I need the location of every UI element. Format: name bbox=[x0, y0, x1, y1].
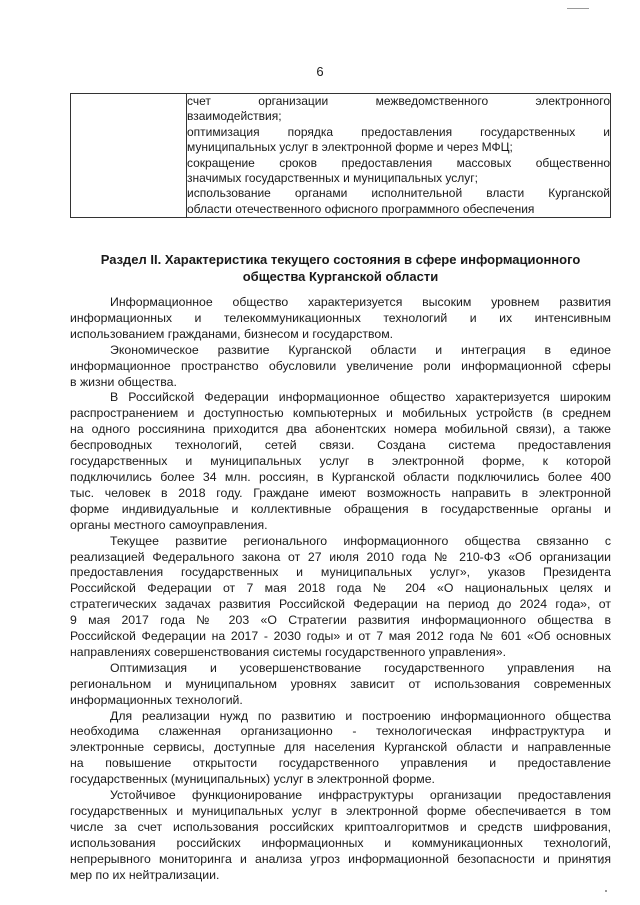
paragraph bbox=[70, 295, 611, 343]
paragraph bbox=[70, 534, 611, 661]
paragraph-line: 9 мая 2017 года № 203 «О Стратегии развития информационного общества в bbox=[70, 613, 611, 628]
paragraph-line: распространением и доступностью компьютерных и мобильных устройств (в среднем bbox=[70, 406, 611, 421]
paragraph-line: электронные сервисы, доступные для населения Курганской области и направленные bbox=[70, 740, 611, 755]
paragraph-line: использования российских информационных и коммуникационных технологий, bbox=[70, 835, 611, 850]
table-text-line: муниципальных услуг в электронной форме и через МФЦ; bbox=[187, 140, 513, 155]
section-title bbox=[70, 251, 611, 285]
paragraph-line: государственных и муниципальных услуг в электронной форме, к которой bbox=[70, 454, 611, 469]
table-cell-empty bbox=[71, 94, 187, 218]
table-row bbox=[71, 94, 611, 218]
scan-artifact bbox=[567, 8, 589, 9]
paragraph-line: В Российской Федерации информационное общество характеризуется широким bbox=[110, 390, 611, 405]
paragraph-line: Экономическое развитие Курганской области и интеграция в единое bbox=[110, 342, 611, 357]
paragraph-line: направлениях совершенствования системы государственного управления». bbox=[70, 644, 507, 659]
paragraph-line: информационных технологий. bbox=[70, 692, 243, 707]
paragraph-line: органы местного самоуправления. bbox=[70, 517, 268, 532]
continued-table bbox=[70, 93, 611, 218]
paragraph-line: мер по их нейтрализации. bbox=[70, 867, 220, 882]
paragraph-line: Оптимизация и усовершенствование государственного управления на bbox=[110, 660, 611, 675]
paragraph-line: использованием гражданами, бизнесом и государством. bbox=[70, 326, 394, 341]
table-text-line: использование органами исполнительной власти Курганской bbox=[187, 186, 610, 201]
paragraph-line: форме индивидуальные и коллективные обращения в государственные органы и bbox=[70, 501, 611, 516]
paragraph-line: тыс. человек в 2018 году. Граждане имеют возможность направить в электронной bbox=[70, 485, 611, 500]
paragraph bbox=[70, 661, 611, 709]
scan-artifact bbox=[605, 890, 607, 892]
paragraph-line: государственных (муниципальных) услуг в электронной форме. bbox=[70, 772, 435, 787]
paragraph-line: в жизни общества. bbox=[70, 374, 177, 389]
paragraph-line: информационных и телекоммуникационных технологий и их интенсивным bbox=[70, 310, 611, 325]
paragraph bbox=[70, 709, 611, 789]
paragraph-line: Информационное общество характеризуется высоким уровнем развития bbox=[110, 295, 611, 309]
paragraph-line: на повышение открытости государственного управления и предоставление bbox=[70, 756, 611, 771]
paragraph-line: непрерывного мониторинга и анализа угроз информационной безопасности и принятия bbox=[70, 851, 611, 866]
paragraph-line: Российской Федерации на 2017 - 2030 годы» и от 7 мая 2012 года № 601 «Об основных bbox=[70, 629, 611, 644]
paragraph-line: необходима слаженная организационно - технологическая инфраструктура и bbox=[70, 724, 611, 739]
paragraph-line: Для реализации нужд по развитию и построению информационного общества bbox=[110, 708, 611, 723]
paragraph-line: Текущее развитие регионального информационного общества связанно с bbox=[110, 533, 611, 548]
table-text-line: сокращение сроков предоставления массовых общественно bbox=[187, 155, 610, 170]
paragraph-line: Устойчивое функционирование инфраструктуры организации предоставления bbox=[110, 788, 611, 803]
paragraph-line: беспроводных технологий, сетей связи. Создана система предоставления bbox=[70, 438, 611, 453]
table-text-line: взаимодействия; bbox=[187, 109, 282, 124]
paragraph-line: информационное пространство обусловили увеличение роли информационной сферы bbox=[70, 358, 611, 373]
paragraph bbox=[70, 343, 611, 391]
paragraph-line: подключились более 34 млн. россиян, в Курганской области подключились более 400 bbox=[70, 469, 611, 484]
paragraph-line: реализацией Федерального закона от 27 июля 2010 года № 210-ФЗ «Об организации bbox=[70, 549, 611, 564]
paragraph-line: региональном и муниципальном уровнях зависит от использования современных bbox=[70, 676, 611, 691]
paragraph bbox=[70, 390, 611, 533]
paragraph-line: предоставления государственных и муниципальных услуг», указов Президента bbox=[70, 565, 611, 580]
table-text-line: значимых государственных и муниципальных услуг; bbox=[187, 171, 478, 186]
paragraph-line: на одного россиянина приходится два абонентских номера мобильной связи), а также bbox=[70, 422, 611, 437]
table-text-line: области отечественного офисного программного обеспечения bbox=[187, 201, 535, 216]
paragraph bbox=[70, 788, 611, 883]
paragraph-line: стратегических задачах развития Российской Федерации на период до 2024 года», от bbox=[70, 597, 611, 612]
section-title-line: Раздел II. Характеристика текущего состояния в сфере информационного bbox=[100, 252, 581, 267]
table-text-line: счет организации межведомственного электронного bbox=[187, 94, 610, 108]
table-cell-measures bbox=[187, 94, 611, 218]
section-title-line: общества Курганской области bbox=[242, 269, 439, 284]
paragraph-line: государственных и муниципальных услуг в электронной форме обеспечивается в том bbox=[70, 804, 611, 818]
page-number: 6 bbox=[316, 64, 324, 79]
section-body bbox=[70, 295, 611, 884]
paragraph-line: Российской Федерации от 7 мая 2018 года № 204 «О национальных целях и bbox=[70, 581, 611, 596]
paragraph-line: числе за счет использования российских криптоалгоритмов и средств шифрования, bbox=[70, 819, 611, 834]
table-text-line: оптимизация порядка предоставления государственных и bbox=[187, 124, 610, 139]
